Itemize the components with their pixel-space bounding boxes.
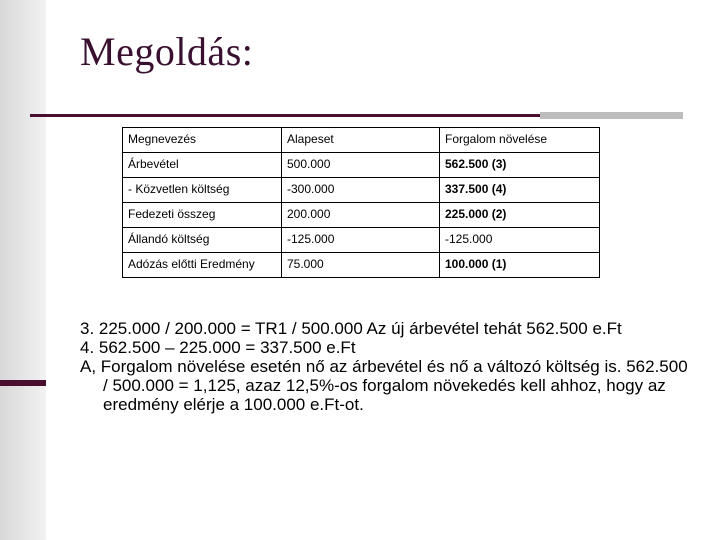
title-underline: [30, 114, 540, 117]
table-cell: Fedezeti összeg: [123, 203, 282, 228]
table-cell: Alapeset: [282, 128, 440, 153]
table-cell: 337.500 (4): [440, 178, 600, 203]
table-row-header: [123, 128, 600, 153]
explanation-line-4: 4. 562.500 – 225.000 = 337.500 e.Ft: [80, 338, 356, 357]
explanation-text: [80, 319, 690, 414]
table-row: [123, 203, 600, 228]
table-cell: 562.500 (3): [440, 153, 600, 178]
explanation-line-a: A, Forgalom növelése esetén nő az árbevétel és nő a változó költség is. 562.500 / 500.000 = 1,125, azaz 12,5%-os forgalom növekedés kell ahhoz, hogy az eredmény elérje a 100.000 e.Ft-ot.: [80, 357, 688, 414]
left-accent-stripe: [0, 380, 46, 386]
result-table: [122, 127, 600, 278]
table-cell: Állandó költség: [123, 228, 282, 253]
title-underline-gray: [540, 112, 683, 119]
table-cell: 225.000 (2): [440, 203, 600, 228]
left-decorative-bar: [0, 0, 46, 540]
table-row: [123, 178, 600, 203]
table-cell: Megnevezés: [123, 128, 282, 153]
table-cell: Forgalom növelése: [440, 128, 600, 153]
table-cell: Árbevétel: [123, 153, 282, 178]
table-row: [123, 253, 600, 278]
table-cell: - Közvetlen költség: [123, 178, 282, 203]
table-cell: 200.000: [282, 203, 440, 228]
table-cell: -300.000: [282, 178, 440, 203]
table-cell: Adózás előtti Eredmény: [123, 253, 282, 278]
table-cell: -125.000: [440, 228, 600, 253]
slide-title: Megoldás:: [80, 29, 254, 74]
table-cell: 500.000: [282, 153, 440, 178]
table-row: [123, 153, 600, 178]
table-cell: 100.000 (1): [440, 253, 600, 278]
table-cell: 75.000: [282, 253, 440, 278]
explanation-line-3: 3. 225.000 / 200.000 = TR1 / 500.000 Az új árbevétel tehát 562.500 e.Ft: [80, 319, 622, 338]
table-row: [123, 228, 600, 253]
table-cell: -125.000: [282, 228, 440, 253]
